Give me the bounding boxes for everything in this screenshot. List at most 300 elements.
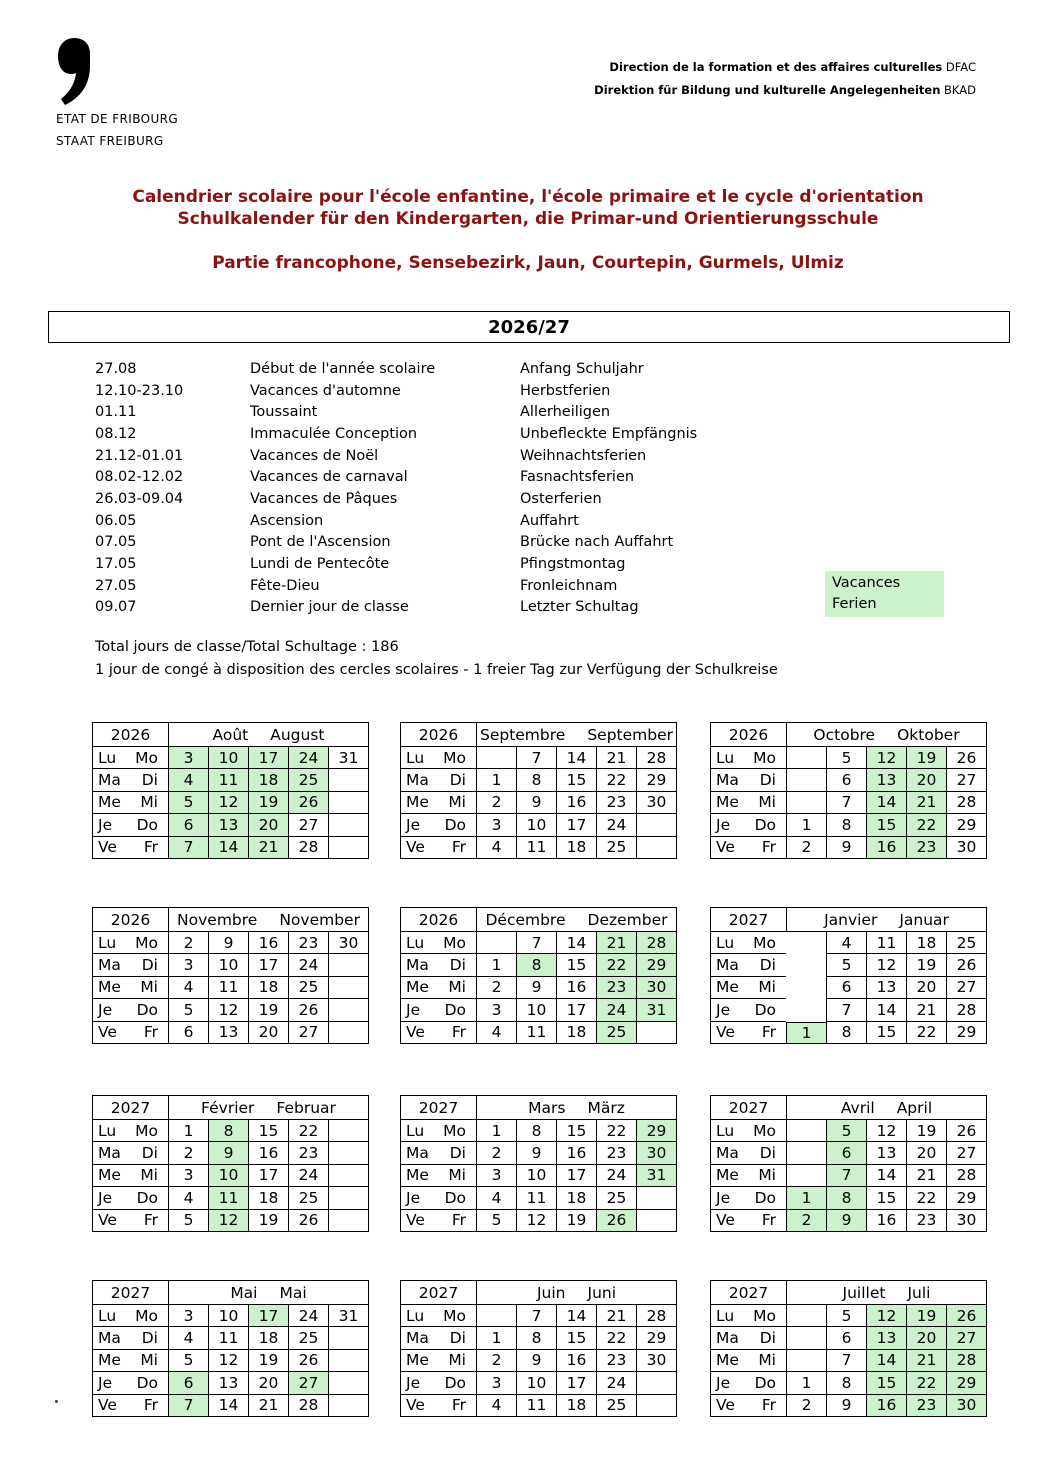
weekday-fr: Ma [98, 1144, 121, 1163]
empty-day-cell [328, 1395, 368, 1417]
day-cell: 27 [946, 1142, 986, 1164]
calendar-month-header [786, 1281, 986, 1305]
weekday-fr: Je [716, 1373, 731, 1392]
calendar-month-header [476, 1281, 676, 1305]
weekday-de: Do [136, 815, 158, 834]
day-cell: 25 [596, 837, 636, 859]
day-cell: 10 [516, 1165, 556, 1187]
day-cell: 16 [556, 1350, 596, 1372]
weekday-de: Do [444, 1188, 466, 1207]
weekday-fr: Ve [406, 1396, 425, 1415]
day-cell: 15 [866, 1187, 906, 1209]
weekday-fr: Me [716, 978, 739, 997]
vacation-day-cell: 18 [248, 769, 288, 791]
weekday-fr: Lu [406, 1306, 425, 1325]
event-label-fr: Toussaint [250, 404, 318, 421]
weekday-fr: Lu [98, 1121, 117, 1140]
empty-day-cell [328, 837, 368, 859]
weekday-label [710, 999, 786, 1021]
day-cell: 9 [516, 1142, 556, 1164]
vacation-day-cell: 6 [168, 814, 208, 836]
empty-day-cell [328, 1372, 368, 1394]
weekday-label [400, 1187, 476, 1209]
day-cell: 10 [516, 1372, 556, 1394]
day-cell: 30 [636, 792, 676, 814]
month-name-de: Juli [907, 1283, 931, 1302]
empty-day-cell [786, 792, 826, 814]
day-cell: 12 [866, 1120, 906, 1142]
day-cell: 25 [596, 1395, 636, 1417]
weekday-de: Fr [761, 1396, 776, 1415]
document-subtitle: Partie francophone, Sensebezirk, Jaun, Courtepin, Gurmels, Ulmiz [212, 253, 844, 273]
total-school-days: Total jours de classe/Total Schultage : 186 [95, 639, 399, 655]
weekday-fr: Lu [98, 933, 117, 952]
weekday-label [92, 1120, 168, 1142]
weekday-fr: Je [98, 1000, 113, 1019]
day-cell: 17 [556, 814, 596, 836]
vacation-day-cell: 21 [596, 932, 636, 954]
day-cell: 27 [946, 769, 986, 791]
weekday-label [92, 769, 168, 791]
day-cell: 14 [556, 747, 596, 769]
day-cell: 4 [168, 1187, 208, 1209]
day-cell: 14 [866, 999, 906, 1021]
day-cell: 8 [826, 814, 866, 836]
empty-day-cell [636, 837, 676, 859]
month-name-fr: Février [201, 1098, 255, 1117]
weekday-de: Do [136, 1188, 158, 1207]
day-cell: 11 [516, 1187, 556, 1209]
weekday-de: Mi [140, 978, 158, 997]
day-cell: 12 [516, 1210, 556, 1232]
day-cell: 2 [476, 1142, 516, 1164]
day-cell: 18 [556, 1022, 596, 1044]
weekday-fr: Me [98, 978, 121, 997]
day-cell: 26 [946, 954, 986, 976]
vacation-day-cell: 30 [946, 1395, 986, 1417]
day-cell: 28 [288, 837, 328, 859]
day-cell: 22 [906, 1187, 946, 1209]
day-cell: 15 [556, 1327, 596, 1349]
empty-day-cell [328, 1120, 368, 1142]
day-cell: 4 [168, 1327, 208, 1349]
empty-day-cell [786, 1120, 826, 1142]
day-cell: 4 [476, 837, 516, 859]
day-cell: 1 [168, 1120, 208, 1142]
day-cell: 28 [946, 999, 986, 1021]
vacation-day-cell: 13 [208, 814, 248, 836]
day-cell: 8 [516, 769, 556, 791]
empty-day-cell [786, 999, 826, 1021]
day-cell: 7 [826, 1350, 866, 1372]
org-name-fr: ETAT DE FRIBOURG [56, 112, 179, 126]
calendar-year: 2027 [400, 1281, 476, 1305]
weekday-fr: Je [406, 1373, 421, 1392]
month-name-de: August [270, 725, 325, 744]
day-cell: 17 [556, 1372, 596, 1394]
day-cell: 20 [906, 977, 946, 999]
calendar-year: 2027 [400, 1096, 476, 1120]
weekday-label [710, 1372, 786, 1394]
event-label-de: Anfang Schuljahr [520, 360, 644, 377]
weekday-de: Fr [451, 1211, 466, 1230]
event-row [95, 597, 697, 619]
weekday-label [400, 1022, 476, 1044]
vacation-day-cell: 20 [248, 814, 288, 836]
day-cell: 8 [516, 1120, 556, 1142]
weekday-label [400, 769, 476, 791]
calendar-2027-juillet [710, 1280, 987, 1417]
weekday-fr: Ve [98, 1023, 117, 1042]
day-cell: 7 [826, 999, 866, 1021]
event-label-fr: Vacances de Pâques [250, 490, 398, 507]
weekday-fr: Lu [716, 933, 735, 952]
vacation-day-cell: 8 [826, 1187, 866, 1209]
day-cell: 19 [906, 1120, 946, 1142]
weekday-de: Do [444, 815, 466, 834]
event-date: 08.12 [95, 425, 137, 442]
vacation-day-cell: 4 [168, 769, 208, 791]
day-cell: 5 [168, 1350, 208, 1372]
month-name-de: September [587, 725, 674, 744]
day-cell: 7 [516, 932, 556, 954]
weekday-fr: Lu [716, 1121, 735, 1140]
vacation-day-cell: 25 [288, 769, 328, 791]
calendar-2026-octobre [710, 722, 987, 859]
weekday-label [92, 1187, 168, 1209]
day-cell: 5 [168, 1210, 208, 1232]
day-cell: 3 [168, 954, 208, 976]
day-cell: 17 [248, 954, 288, 976]
day-cell: 24 [596, 814, 636, 836]
weekday-de: Mo [443, 1121, 466, 1140]
day-cell: 3 [476, 1165, 516, 1187]
department-line-de [594, 79, 976, 102]
day-cell: 28 [288, 1395, 328, 1417]
day-cell: 4 [476, 1022, 516, 1044]
event-date: 08.02-12.02 [95, 469, 184, 486]
day-cell: 30 [946, 1210, 986, 1232]
empty-day-cell [636, 1372, 676, 1394]
weekday-de: Mi [758, 1166, 776, 1185]
empty-day-cell [786, 1305, 826, 1327]
vacation-day-cell: 22 [596, 954, 636, 976]
weekday-de: Mi [448, 1166, 466, 1185]
empty-day-cell [328, 769, 368, 791]
event-label-fr: Lundi de Pentecôte [250, 556, 390, 573]
empty-day-cell [328, 1165, 368, 1187]
calendar-year: 2027 [710, 1281, 786, 1305]
weekday-de: Di [141, 1144, 158, 1163]
comma-logo-icon [57, 38, 91, 106]
empty-day-cell [328, 1187, 368, 1209]
weekday-de: Mo [443, 1306, 466, 1325]
weekday-label [400, 1372, 476, 1394]
weekday-fr: Me [716, 1351, 739, 1370]
weekday-label [710, 814, 786, 836]
empty-day-cell [328, 1022, 368, 1044]
weekday-de: Mi [448, 978, 466, 997]
vacation-day-cell: 27 [946, 1327, 986, 1349]
event-label-fr: Vacances de Noël [250, 447, 379, 464]
weekday-fr: Ve [406, 1023, 425, 1042]
day-cell: 11 [516, 1022, 556, 1044]
day-cell: 22 [596, 769, 636, 791]
vacation-day-cell: 9 [208, 1142, 248, 1164]
weekday-de: Fr [451, 1396, 466, 1415]
empty-day-cell [786, 932, 826, 954]
calendar-month-header [168, 723, 368, 747]
vacation-day-cell: 17 [248, 1305, 288, 1327]
weekday-de: Mi [448, 1351, 466, 1370]
empty-day-cell [786, 1165, 826, 1187]
day-cell: 18 [556, 1395, 596, 1417]
day-cell: 2 [786, 1395, 826, 1417]
weekday-fr: Ma [716, 771, 739, 790]
event-label-de: Herbstferien [520, 382, 611, 399]
weekday-label [92, 1305, 168, 1327]
day-cell: 23 [288, 932, 328, 954]
event-date: 09.07 [95, 599, 137, 616]
weekday-fr: Ve [716, 838, 735, 857]
weekday-fr: Je [98, 1188, 113, 1207]
empty-day-cell [328, 1350, 368, 1372]
event-row [95, 510, 697, 532]
weekday-de: Do [754, 1000, 776, 1019]
weekday-de: Do [754, 1188, 776, 1207]
vacation-legend-de: Ferien [832, 596, 877, 612]
day-cell: 15 [556, 769, 596, 791]
calendar-2027-fevrier [92, 1095, 369, 1232]
day-cell: 11 [866, 932, 906, 954]
calendar-year: 2027 [92, 1281, 168, 1305]
weekday-de: Mo [753, 1306, 776, 1325]
day-cell: 3 [476, 999, 516, 1021]
vacation-day-cell: 31 [636, 1165, 676, 1187]
event-date: 01.11 [95, 404, 137, 421]
day-cell: 1 [476, 954, 516, 976]
day-cell: 4 [168, 977, 208, 999]
day-cell: 1 [786, 814, 826, 836]
weekday-fr: Je [406, 1188, 421, 1207]
day-cell: 23 [596, 1350, 636, 1372]
weekday-label [92, 792, 168, 814]
vacation-day-cell: 30 [636, 977, 676, 999]
calendar-month-header [786, 723, 986, 747]
weekday-de: Di [759, 771, 776, 790]
day-cell: 30 [946, 837, 986, 859]
vacation-day-cell: 19 [906, 747, 946, 769]
department-name-de: Direktion für Bildung und kulturelle Angelegenheiten [594, 83, 941, 97]
event-label-de: Pfingstmontag [520, 556, 626, 573]
event-label-fr: Ascension [250, 512, 324, 529]
weekday-fr: Me [406, 1166, 429, 1185]
event-date: 06.05 [95, 512, 137, 529]
day-cell: 28 [636, 1305, 676, 1327]
day-cell: 14 [866, 1165, 906, 1187]
event-label-fr: Début de l'année scolaire [250, 360, 436, 377]
day-cell: 24 [596, 1165, 636, 1187]
month-name-de: Mai [279, 1283, 307, 1302]
day-cell: 13 [208, 1022, 248, 1044]
day-cell: 9 [516, 1350, 556, 1372]
vacation-day-cell: 19 [906, 1305, 946, 1327]
day-cell: 20 [248, 1022, 288, 1044]
event-label-fr: Dernier jour de classe [250, 599, 409, 616]
vacation-day-cell: 8 [516, 954, 556, 976]
event-row [95, 553, 697, 575]
weekday-de: Di [141, 1329, 158, 1348]
vacation-day-cell: 15 [866, 1372, 906, 1394]
vacation-legend-fr: Vacances [832, 575, 901, 591]
vacation-day-cell: 10 [208, 747, 248, 769]
day-cell: 10 [208, 1305, 248, 1327]
day-cell: 1 [786, 1372, 826, 1394]
event-row [95, 401, 697, 423]
vacation-day-cell: 15 [866, 814, 906, 836]
calendar-2026-septembre [400, 722, 677, 859]
day-cell: 21 [248, 1395, 288, 1417]
weekday-de: Fr [143, 838, 158, 857]
weekday-fr: Me [406, 978, 429, 997]
weekday-fr: Me [98, 1351, 121, 1370]
weekday-fr: Ve [98, 838, 117, 857]
vacation-day-cell: 27 [288, 1372, 328, 1394]
weekday-de: Mo [443, 748, 466, 767]
vacation-day-cell: 16 [866, 837, 906, 859]
weekday-de: Fr [451, 838, 466, 857]
calendar-year: 2026 [92, 908, 168, 932]
day-cell: 15 [248, 1120, 288, 1142]
org-name [56, 108, 178, 152]
day-cell: 17 [556, 999, 596, 1021]
page-speck [55, 1400, 58, 1403]
weekday-label [400, 837, 476, 859]
day-cell: 2 [476, 977, 516, 999]
calendar-2026-decembre [400, 907, 677, 1044]
month-name-fr: Août [212, 725, 249, 744]
weekday-de: Mo [135, 933, 158, 952]
month-name-de: November [279, 910, 360, 929]
day-cell: 19 [248, 1350, 288, 1372]
day-cell: 18 [248, 1327, 288, 1349]
weekday-de: Di [449, 771, 466, 790]
weekday-label [710, 837, 786, 859]
day-cell: 22 [596, 1120, 636, 1142]
weekday-fr: Lu [716, 748, 735, 767]
weekday-label [92, 1210, 168, 1232]
day-cell: 3 [476, 814, 516, 836]
event-label-de: Auffahrt [520, 512, 579, 529]
department-line-fr [594, 56, 976, 79]
weekday-label [710, 1142, 786, 1164]
weekday-de: Do [754, 815, 776, 834]
day-cell: 14 [208, 1395, 248, 1417]
weekday-label [710, 1165, 786, 1187]
weekday-label [710, 747, 786, 769]
calendar-month-header [168, 1096, 368, 1120]
month-name-fr: Juillet [842, 1283, 886, 1302]
day-cell: 16 [556, 977, 596, 999]
day-cell: 26 [946, 747, 986, 769]
weekday-label [400, 999, 476, 1021]
empty-day-cell [786, 1327, 826, 1349]
vacation-day-cell: 26 [946, 1305, 986, 1327]
document-title-de: Schulkalender für den Kindergarten, die Primar-und Orientierungsschule [177, 209, 879, 229]
vacation-day-cell: 22 [906, 1372, 946, 1394]
empty-day-cell [786, 1142, 826, 1164]
vacation-day-cell: 29 [946, 1372, 986, 1394]
day-cell: 11 [516, 837, 556, 859]
vacation-day-cell: 7 [168, 837, 208, 859]
day-cell: 26 [946, 1120, 986, 1142]
weekday-de: Fr [143, 1023, 158, 1042]
empty-day-cell [328, 977, 368, 999]
weekday-fr: Ve [716, 1211, 735, 1230]
weekday-label [92, 814, 168, 836]
weekday-de: Mi [758, 978, 776, 997]
weekday-fr: Ma [406, 956, 429, 975]
vacation-day-cell: 12 [866, 1305, 906, 1327]
weekday-label [92, 1327, 168, 1349]
vacation-day-cell: 1 [786, 1187, 826, 1209]
day-cell: 25 [288, 977, 328, 999]
event-date: 27.05 [95, 577, 137, 594]
day-cell: 15 [866, 1022, 906, 1044]
empty-day-cell [476, 1305, 516, 1327]
weekday-fr: Je [98, 815, 113, 834]
weekday-de: Mo [753, 1121, 776, 1140]
weekday-label [400, 954, 476, 976]
weekday-fr: Ma [406, 1329, 429, 1348]
day-cell: 22 [596, 1327, 636, 1349]
weekday-label [92, 932, 168, 954]
day-cell: 9 [826, 1395, 866, 1417]
weekday-fr: Je [716, 1188, 731, 1207]
day-cell: 12 [208, 1350, 248, 1372]
event-row [95, 466, 697, 488]
weekday-fr: Ve [716, 1396, 735, 1415]
vacation-day-cell: 8 [208, 1120, 248, 1142]
event-row [95, 423, 697, 445]
weekday-label [92, 837, 168, 859]
weekday-de: Fr [761, 1023, 776, 1042]
day-cell: 1 [476, 1327, 516, 1349]
weekday-label [400, 1142, 476, 1164]
vacation-day-cell: 13 [866, 1327, 906, 1349]
weekday-label [710, 1327, 786, 1349]
weekday-fr: Lu [406, 1121, 425, 1140]
vacation-day-cell: 14 [208, 837, 248, 859]
day-cell: 22 [906, 1022, 946, 1044]
day-cell: 16 [866, 1210, 906, 1232]
day-cell: 24 [596, 1372, 636, 1394]
vacation-day-cell: 24 [288, 747, 328, 769]
event-date: 21.12-01.01 [95, 447, 184, 464]
weekday-fr: Ma [406, 1144, 429, 1163]
day-cell: 26 [288, 1210, 328, 1232]
vacation-day-cell: 2 [786, 1210, 826, 1232]
weekday-de: Di [449, 1329, 466, 1348]
day-cell: 13 [866, 1142, 906, 1164]
event-date: 12.10-23.10 [95, 382, 184, 399]
weekday-label [400, 1120, 476, 1142]
vacation-day-cell: 26 [288, 792, 328, 814]
event-date: 26.03-09.04 [95, 490, 184, 507]
calendar-month-header [476, 908, 676, 932]
weekday-de: Do [136, 1000, 158, 1019]
weekday-label [710, 1120, 786, 1142]
